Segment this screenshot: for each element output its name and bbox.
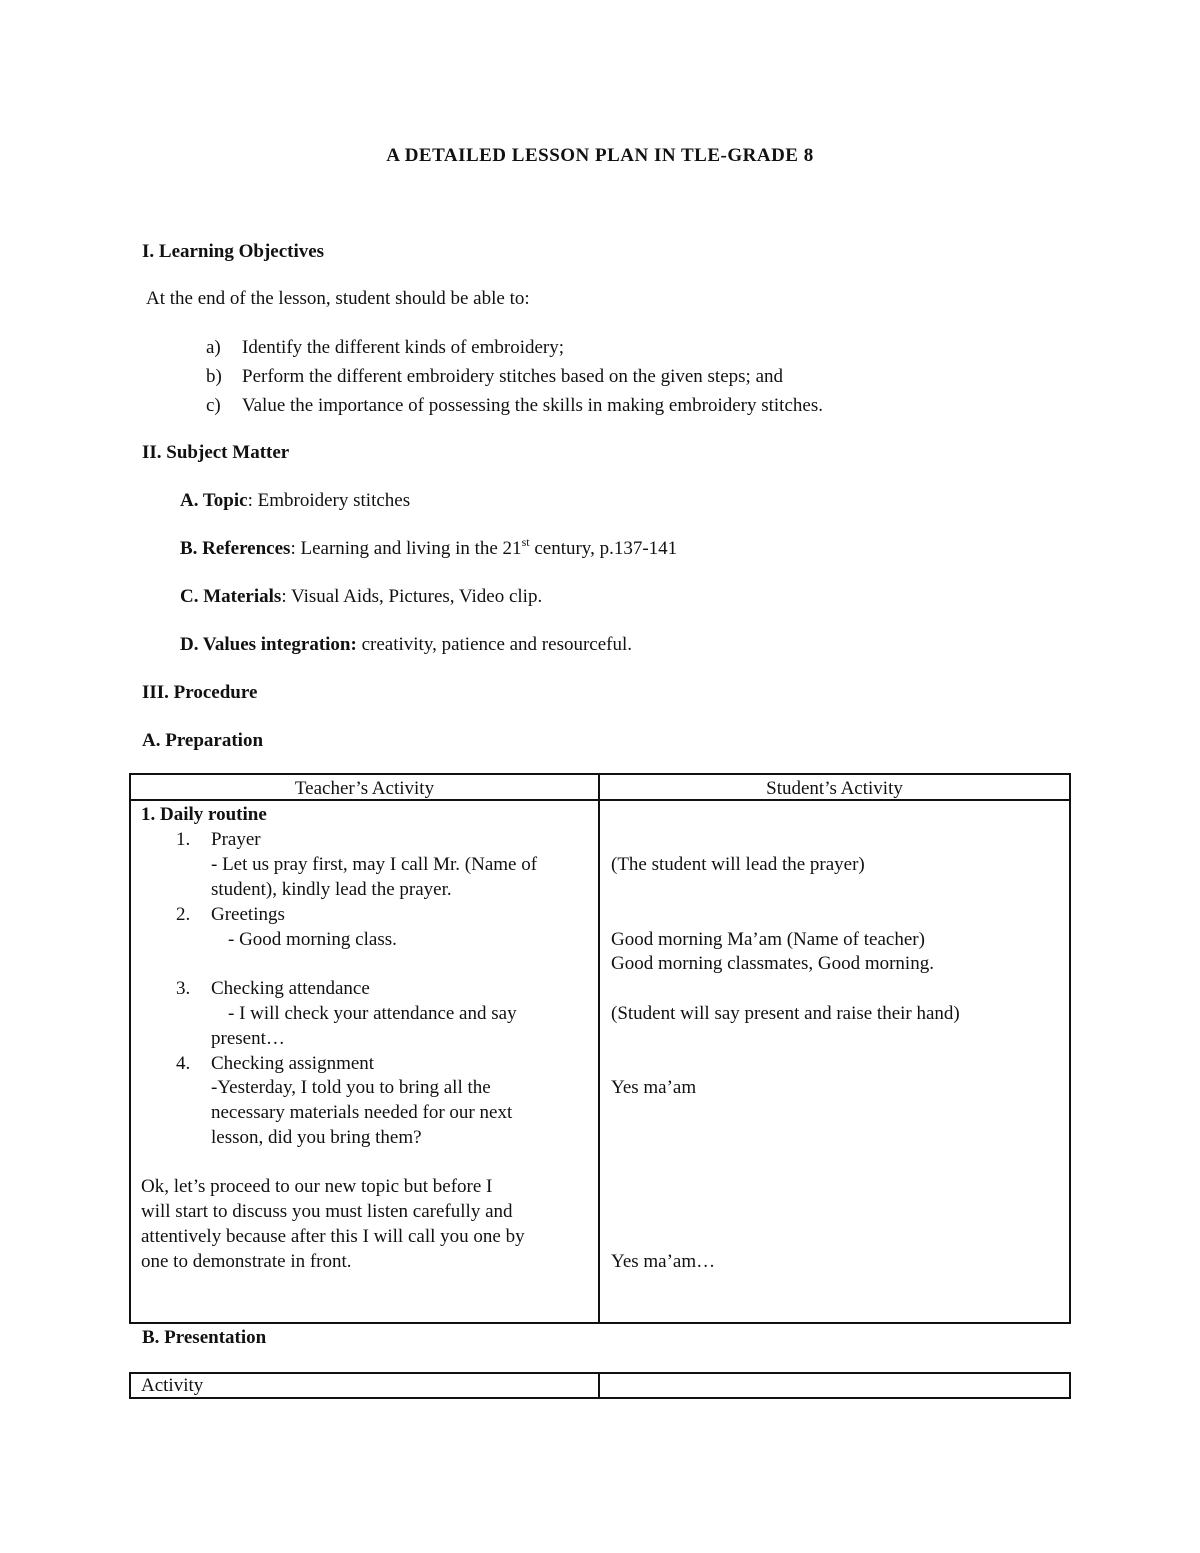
student-line: Good morning Ma’am (Name of teacher) — [611, 929, 925, 950]
references-label: B. References — [180, 538, 291, 559]
topic-label: A. Topic — [180, 490, 248, 511]
list-number: 3. — [176, 978, 191, 999]
topic-line — [180, 489, 410, 513]
teacher-activity-header: Teacher’s Activity — [294, 778, 435, 799]
student-line: (Student will say present and raise their hand) — [611, 1003, 960, 1024]
teacher-line: one to demonstrate in front. — [141, 1251, 352, 1272]
objectives-intro: At the end of the lesson, student should be able to: — [146, 288, 530, 309]
references-line — [180, 534, 678, 561]
list-number: 1. — [176, 829, 191, 850]
teacher-line: - Good morning class. — [228, 929, 397, 950]
attendance-label: Checking attendance — [211, 978, 370, 999]
topic-value: : Embroidery stitches — [247, 490, 411, 511]
table-column-divider — [598, 1372, 600, 1399]
presentation-heading: B. Presentation — [142, 1327, 267, 1348]
prayer-label: Prayer — [211, 829, 261, 850]
student-line: Good morning classmates, Good morning. — [611, 953, 934, 974]
subject-matter-heading: II. Subject Matter — [142, 442, 290, 463]
teacher-line: will start to discuss you must listen carefully and — [141, 1201, 513, 1222]
teacher-line: attentively because after this I will call you one by — [141, 1226, 525, 1247]
assignment-label: Checking assignment — [211, 1053, 375, 1074]
student-activity-header: Student’s Activity — [766, 778, 903, 799]
objective-item: Value the importance of possessing the skills in making embroidery stitches. — [242, 395, 823, 416]
teacher-line: lesson, did you bring them? — [211, 1127, 422, 1148]
values-line — [180, 633, 632, 657]
objective-item: Perform the different embroidery stitches based on the given steps; and — [242, 366, 783, 387]
references-value: : Learning and living in the 21 — [290, 538, 522, 559]
teacher-line: necessary materials needed for our next — [211, 1102, 513, 1123]
presentation-activity-cell: Activity — [141, 1375, 204, 1396]
values-label: D. Values integration: — [180, 634, 357, 655]
objective-marker: c) — [206, 395, 221, 416]
teacher-line: present… — [211, 1028, 285, 1049]
greetings-label: Greetings — [211, 904, 285, 925]
objective-marker: b) — [206, 366, 222, 387]
teacher-line: Ok, let’s proceed to our new topic but before I — [141, 1176, 493, 1197]
references-sup: st — [521, 534, 530, 549]
objective-marker: a) — [206, 337, 221, 358]
teacher-line: - I will check your attendance and say — [228, 1003, 517, 1024]
student-line: Yes ma’am — [611, 1077, 697, 1098]
list-number: 4. — [176, 1053, 191, 1074]
materials-line — [180, 585, 542, 609]
procedure-heading: III. Procedure — [142, 682, 258, 703]
daily-routine-heading: 1. Daily routine — [141, 804, 267, 825]
presentation-table — [129, 1372, 1071, 1399]
document-title: A DETAILED LESSON PLAN IN TLE-GRADE 8 — [386, 145, 814, 166]
objective-item: Identify the different kinds of embroidery; — [242, 337, 565, 358]
teacher-line: - Let us pray first, may I call Mr. (Name of — [211, 854, 538, 875]
list-number: 2. — [176, 904, 191, 925]
values-value: creativity, patience and resourceful. — [356, 634, 633, 655]
references-value-post: century, p.137-141 — [529, 538, 678, 559]
objectives-heading: I. Learning Objectives — [142, 241, 325, 262]
student-line: (The student will lead the prayer) — [611, 854, 865, 875]
student-line: Yes ma’am… — [611, 1251, 716, 1272]
teacher-line: -Yesterday, I told you to bring all the — [211, 1077, 491, 1098]
teacher-line: student), kindly lead the prayer. — [211, 879, 452, 900]
table-column-divider — [598, 773, 600, 1324]
materials-value: : Visual Aids, Pictures, Video clip. — [281, 586, 543, 607]
preparation-heading: A. Preparation — [142, 730, 264, 751]
materials-label: C. Materials — [180, 586, 282, 607]
